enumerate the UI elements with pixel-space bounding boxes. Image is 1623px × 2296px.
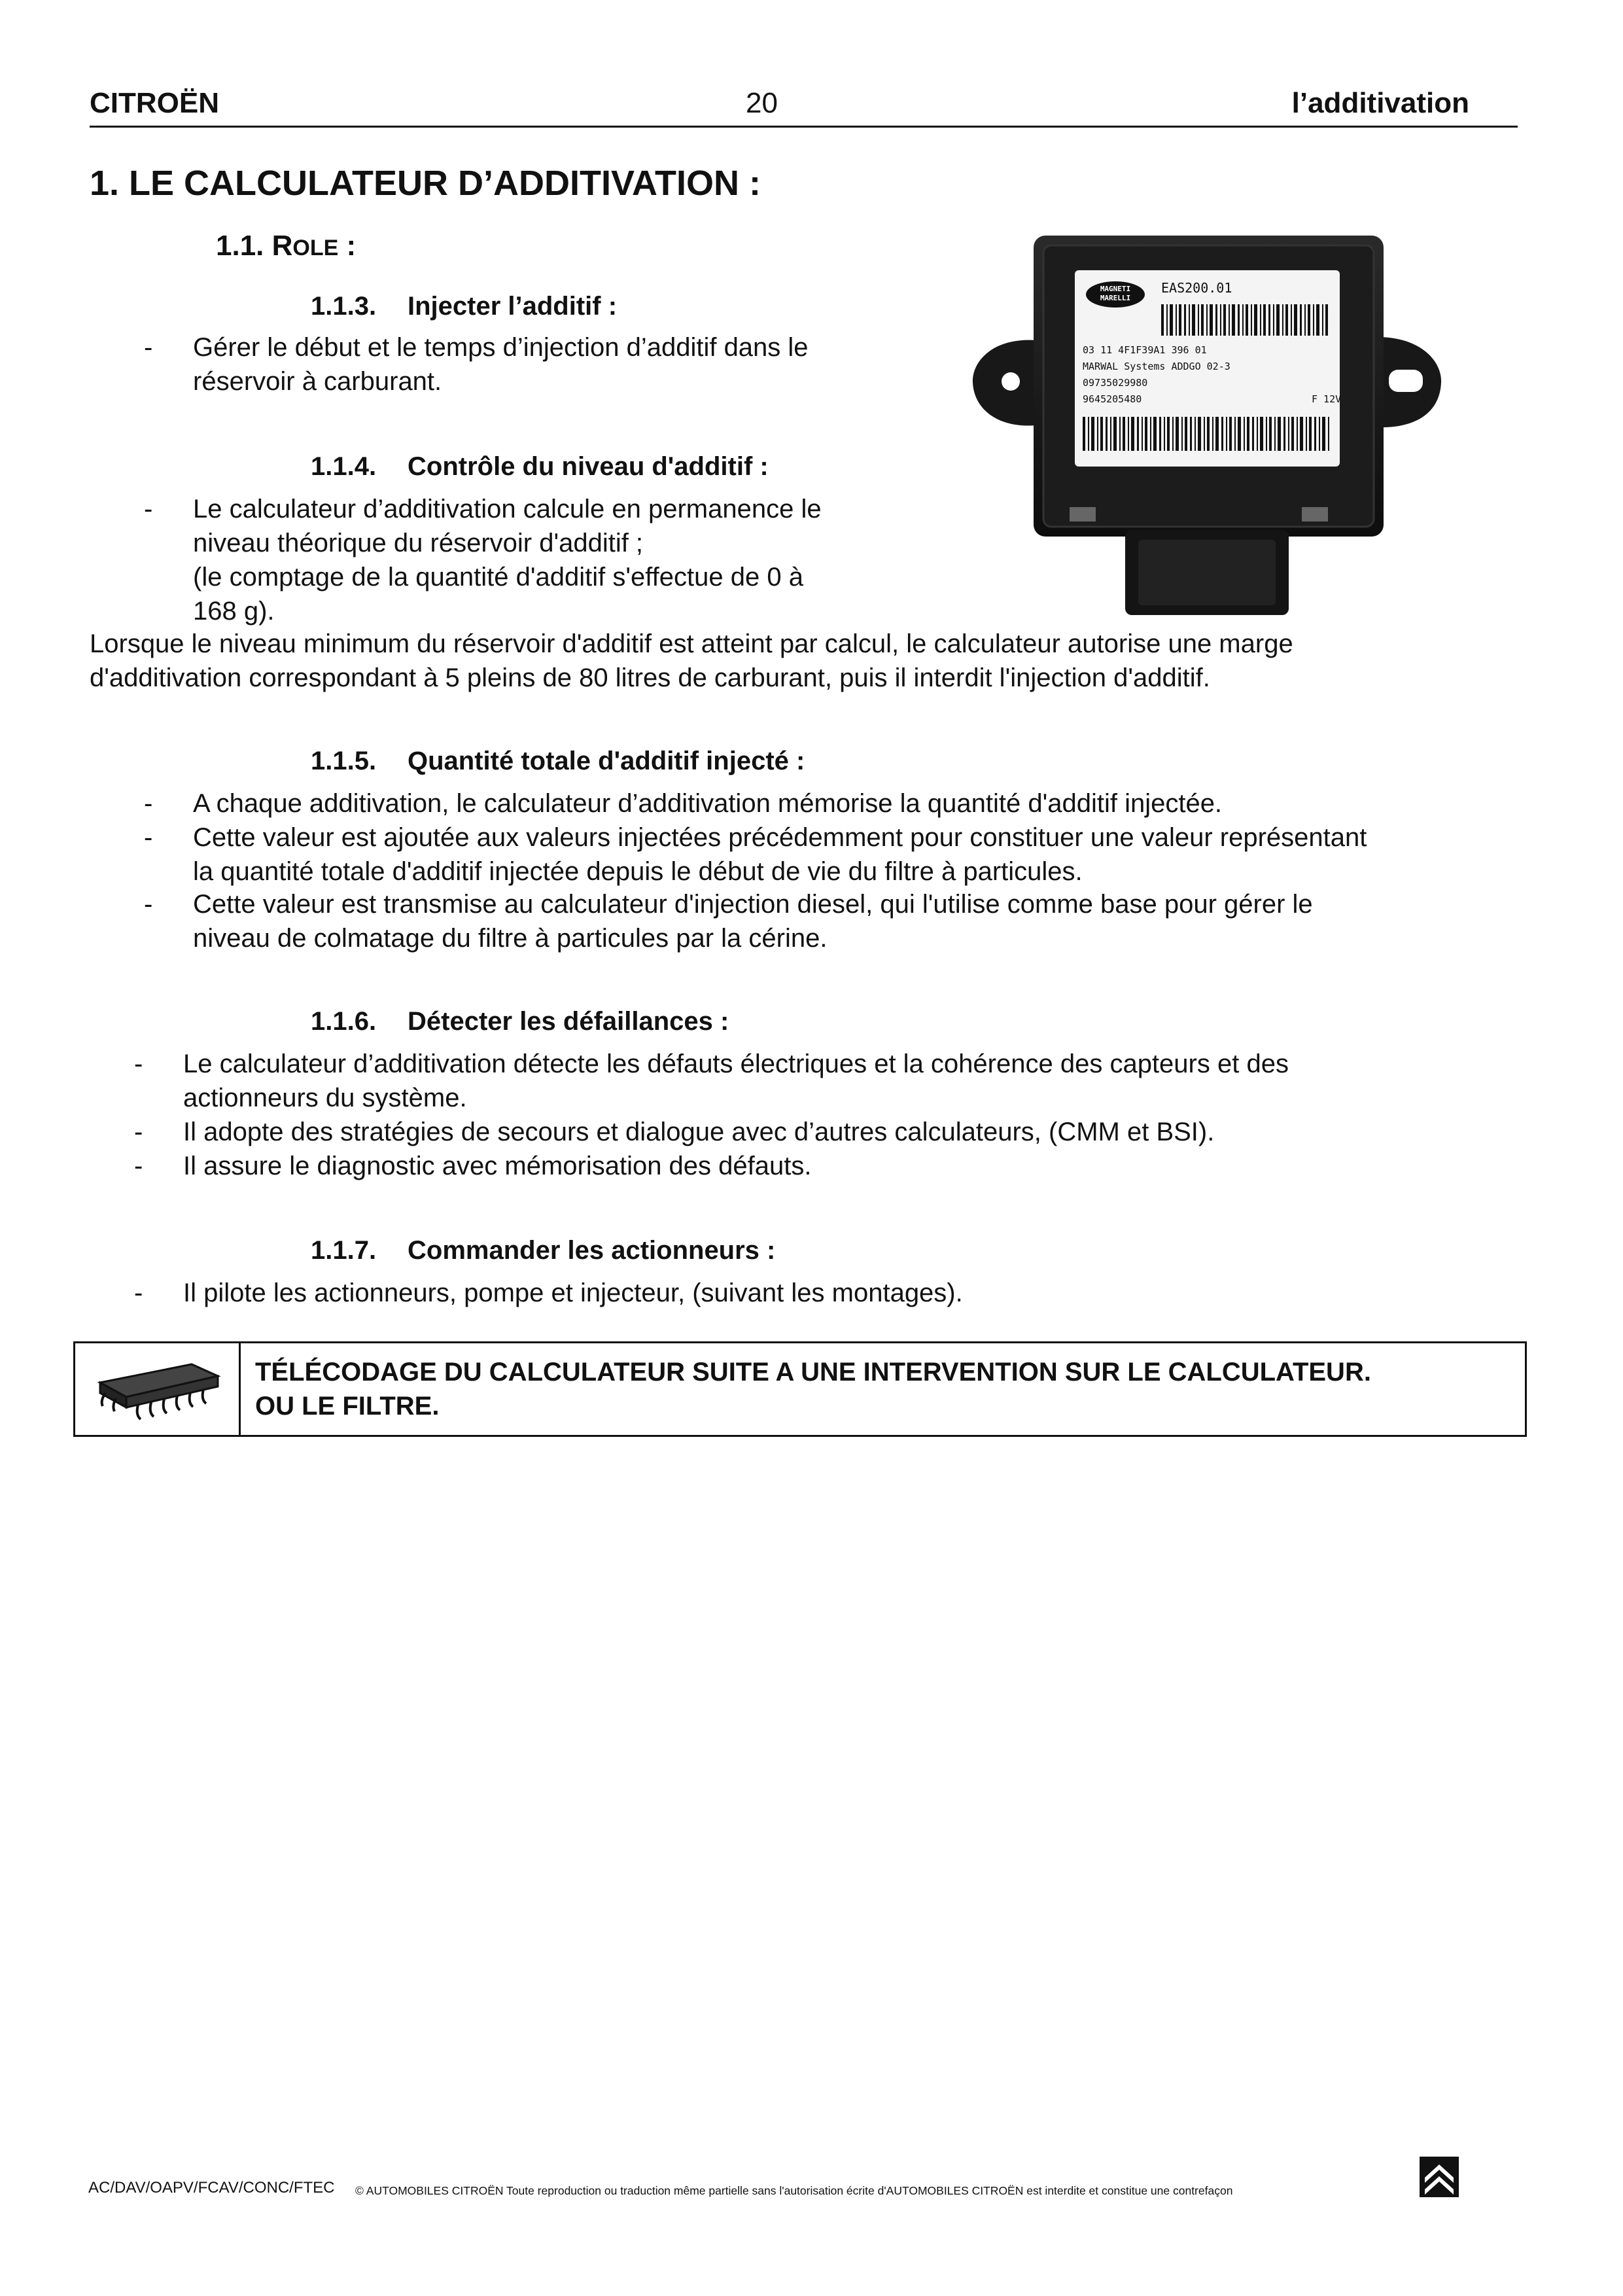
bullet-text: Cette valeur est ajoutée aux valeurs injectées précédemment pour constituer une valeur représentant la quantité totale d'additif injectée depuis le début de vie du filtre à particules. [193,823,1367,886]
section-heading-114 [311,448,769,485]
bullet-text: Cette valeur est transmise au calculateur d'injection diesel, qui l'utilise comme base pour gérer le niveau de colmatage du filtre à particules par la cérine. [193,890,1313,953]
section-number: 1.1.5. [311,747,377,775]
header-rule [90,126,1518,128]
ecu-row-1: 03 11 4F1F39A1 396 01 [1083,344,1207,356]
list-item [134,1276,1508,1310]
subsection-suffix: : [338,230,357,262]
list-item [144,821,1518,889]
subsection-number: 1.1. [216,230,264,262]
list-item [134,1047,1508,1115]
section-number: 1.1.6. [311,1007,377,1036]
bullet-text: Il adopte des stratégies de secours et dialogue avec d’autres calculateurs, (CMM et BSI). [183,1118,1215,1146]
bullet-dash: - [134,1050,143,1078]
page-number: 20 [746,87,778,119]
section-number: 1.1.7. [311,1236,377,1265]
section-heading-116 [311,1003,729,1040]
list-item [144,492,929,629]
ecu-row-4-right: F 12V [1312,393,1342,405]
citroen-chevrons-icon [1420,2157,1459,2197]
bullet-dash: - [144,823,153,852]
bullet-dash: - [144,495,153,523]
bullet-text: A chaque additivation, le calculateur d’additivation mémorise la quantité d'additif injectée. [193,789,1223,818]
section-number: 1.1.3. [311,292,377,321]
bullet-dash: - [144,890,153,919]
ecu-row-4: 9645205480 [1083,393,1142,405]
list-item [144,330,929,402]
bullet-dash: - [134,1118,143,1146]
ecu-brand-line2: MARELLI [1100,294,1131,302]
section-title: Commander les actionneurs : [408,1236,776,1265]
page-title: 1. LE CALCULATEUR D’ADDITIVATION : [90,164,761,203]
subsection-label-first: R [271,230,293,262]
section-title: Quantité totale d'additif injecté : [408,747,805,775]
bullet-dash: - [134,1279,143,1307]
ecu-row-3: 09735029980 [1083,377,1148,389]
section-title: Contrôle du niveau d'additif : [408,452,769,481]
subsection-heading [216,226,356,268]
section-heading-115 [311,743,805,779]
ecu-row-2: MARWAL Systems ADDGO 02-3 [1083,361,1230,372]
list-item [134,1115,1508,1149]
telecoding-notice [73,1341,1527,1437]
list-item [144,887,1518,955]
ecu-model: EAS200.01 [1161,280,1232,296]
footer-doc-code: AC/DAV/OAPV/FCAV/CONC/FTEC [88,2179,335,2197]
section-heading-113 [311,288,617,325]
paragraph: Lorsque le niveau minimum du réservoir d'additif est atteint par calcul, le calculateur autorise une marge d'additivation correspondant à 5 pleins de 80 litres de carburant, puis il interdit l'injection d'additif. [90,629,1293,692]
bullet-text: Il assure le diagnostic avec mémorisation des défauts. [183,1152,812,1180]
section-title: Détecter les défaillances : [408,1007,729,1036]
bullet-dash: - [134,1152,143,1180]
bullet-dash: - [144,789,153,818]
notice-divider [239,1343,241,1435]
ecu-brand-line1: MAGNETI [1100,285,1131,293]
bullet-text: Le calculateur d’additivation détecte les défauts électriques et la cohérence des capteurs et des actionneurs du système. [183,1050,1289,1112]
notice-text: TÉLÉCODAGE DU CALCULATEUR SUITE A UNE INTERVENTION SUR LE CALCULATEUR. OU LE FILTRE. [255,1358,1371,1421]
header-brand: CITROËN [90,87,219,119]
section-number: 1.1.4. [311,452,377,481]
subsection-label-rest: OLE [292,236,339,260]
header-section: l’additivation [1291,87,1469,119]
section-heading-117 [311,1232,775,1269]
list-item [144,786,1518,821]
bullet-dash: - [144,333,153,362]
section-title: Injecter l’additif : [408,292,618,321]
bullet-text: Le calculateur d’additivation calcule en permanence le niveau théorique du réservoir d'additif ; (le comptage de la quantité d'additif s'effectue de 0 à 168 g). [193,495,822,626]
chip-icon [87,1356,228,1425]
ecu-module-illustration [965,232,1449,618]
list-item [134,1149,1508,1183]
footer-copyright: © AUTOMOBILES CITROËN Toute reproduction ou traduction même partielle sans l'autorisation écrite d'AUTOMOBILES CITROËN est interdite et constitue une contrefaçon [355,2184,1233,2197]
bullet-text: Gérer le début et le temps d’injection d’additif dans le réservoir à carburant. [193,333,809,396]
bullet-text: Il pilote les actionneurs, pompe et injecteur, (suivant les montages). [183,1279,963,1307]
